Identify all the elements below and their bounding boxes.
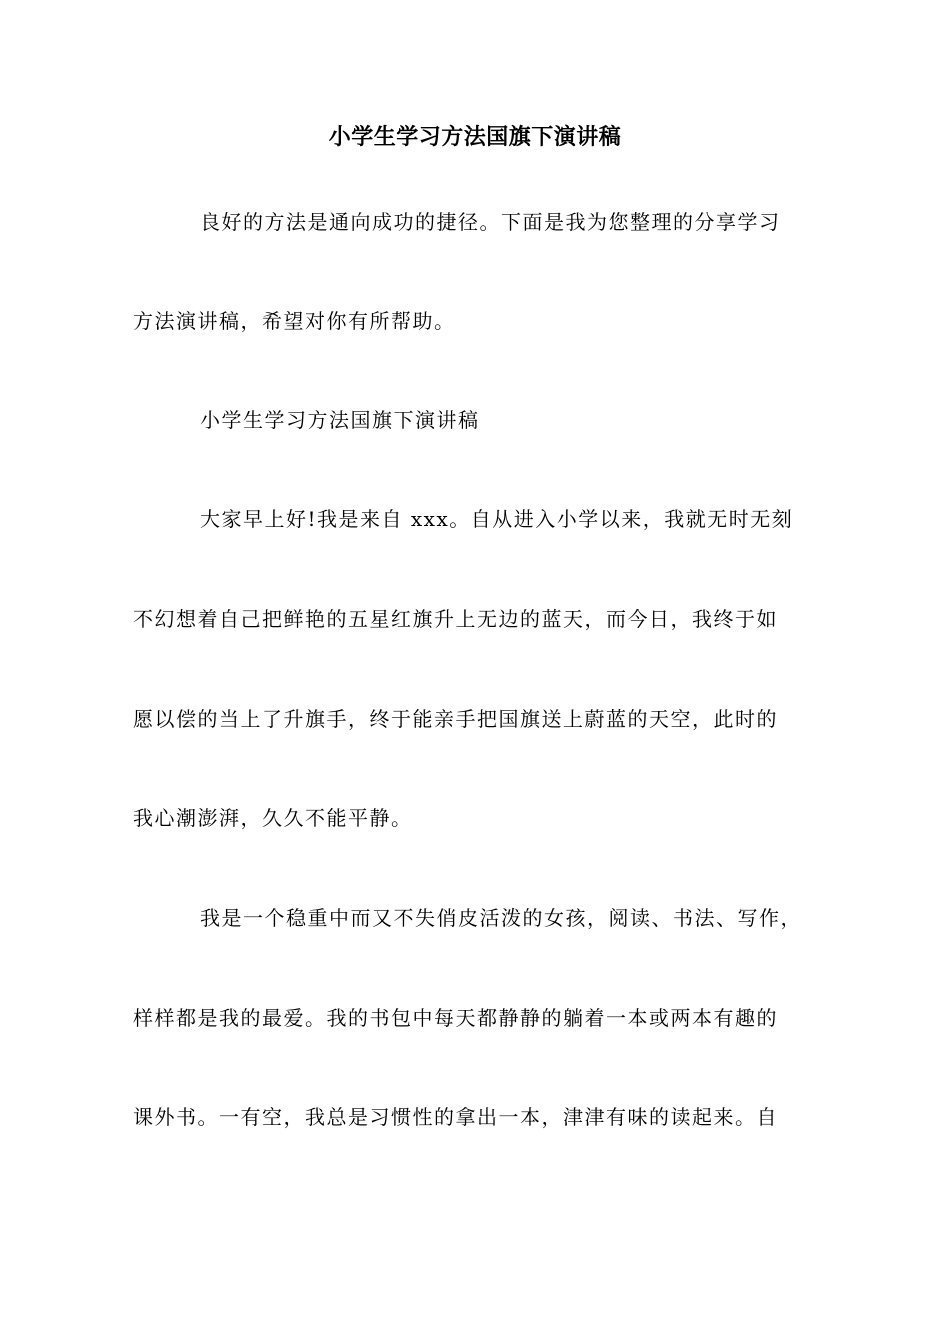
paragraph-line: 课外书。一有空，我总是习惯性的拿出一本，津津有味的读起来。自 (133, 1105, 778, 1129)
paragraph-line: 良好的方法是通向成功的捷径。下面是我为您整理的分享学习 (200, 210, 781, 234)
paragraph-line: 我是一个稳重中而又不失俏皮活泼的女孩，阅读、书法、写作， (200, 906, 802, 930)
section-heading: 小学生学习方法国旗下演讲稿 (200, 408, 480, 432)
paragraph-line: 愿以偿的当上了升旗手，终于能亲手把国旗送上蔚蓝的天空，此时的 (133, 707, 778, 731)
paragraph-line: 样样都是我的最爱。我的书包中每天都静静的躺着一本或两本有趣的 (133, 1006, 778, 1030)
paragraph-line: 方法演讲稿，希望对你有所帮助。 (133, 309, 456, 333)
paragraph-line: 我心潮澎湃，久久不能平静。 (133, 806, 413, 830)
paragraph-line: 大家早上好!我是来自 xxx。自从进入小学以来，我就无时无刻 (200, 507, 794, 531)
document-title: 小学生学习方法国旗下演讲稿 (328, 125, 622, 150)
paragraph-line: 不幻想着自己把鲜艳的五星红旗升上无边的蓝天，而今日，我终于如 (133, 607, 778, 631)
